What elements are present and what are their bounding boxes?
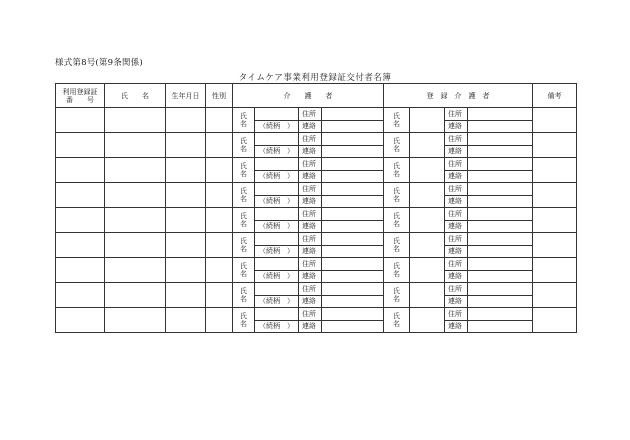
guardian-address-cell[interactable] <box>322 133 384 146</box>
caregiver-contact-label: 連絡 <box>445 245 468 258</box>
guardian-address-cell[interactable] <box>322 108 384 121</box>
guardian-name-label <box>233 183 255 208</box>
name-cell[interactable] <box>105 133 166 158</box>
caregiver-name-label <box>384 258 410 283</box>
guardian-contact-label: 連絡 <box>299 270 322 283</box>
caregiver-name-cell[interactable] <box>410 283 445 308</box>
caregiver-name-char1: 氏 <box>393 312 400 320</box>
caregiver-address-label: 住所 <box>445 258 468 271</box>
guardian-name-char1: 氏 <box>240 312 247 320</box>
caregiver-name-cell[interactable] <box>410 208 445 233</box>
name-cell[interactable] <box>105 108 166 133</box>
caregiver-address-cell[interactable] <box>468 283 533 296</box>
caregiver-address-label: 住所 <box>445 133 468 146</box>
col-header-birthdate: 生年月日 <box>166 84 206 108</box>
guardian-name-cell[interactable] <box>255 133 299 146</box>
guardian-name-char1: 氏 <box>240 262 247 270</box>
guardian-contact-label: 連絡 <box>299 245 322 258</box>
guardian-address-cell[interactable] <box>322 283 384 296</box>
guardian-contact-cell[interactable] <box>322 145 384 158</box>
guardian-contact-cell[interactable] <box>322 320 384 333</box>
name-cell[interactable] <box>105 283 166 308</box>
guardian-name-cell[interactable] <box>255 283 299 296</box>
caregiver-address-cell[interactable] <box>468 158 533 171</box>
guardian-contact-label: 連絡 <box>299 145 322 158</box>
guardian-address-label: 住所 <box>299 133 322 146</box>
caregiver-address-label: 住所 <box>445 158 468 171</box>
caregiver-contact-cell[interactable] <box>468 145 533 158</box>
guardian-name-char2: 名 <box>240 195 247 203</box>
guardian-name-char1: 氏 <box>240 162 247 170</box>
caregiver-name-cell[interactable] <box>410 183 445 208</box>
guardian-name-char2: 名 <box>240 220 247 228</box>
guardian-address-cell[interactable] <box>322 233 384 246</box>
col-header-guardian: 介 護 者 <box>233 84 384 108</box>
caregiver-name-label <box>384 133 410 158</box>
reg-number-cell[interactable] <box>56 108 105 133</box>
caregiver-address-cell[interactable] <box>468 258 533 271</box>
guardian-name-char2: 名 <box>240 295 247 303</box>
guardian-name-label <box>233 258 255 283</box>
remarks-cell[interactable] <box>533 258 577 283</box>
caregiver-name-char2: 名 <box>393 245 400 253</box>
name-cell[interactable] <box>105 258 166 283</box>
guardian-name-char1: 氏 <box>240 137 247 145</box>
caregiver-name-label <box>384 108 410 133</box>
caregiver-address-cell[interactable] <box>468 308 533 321</box>
caregiver-contact-cell[interactable] <box>468 120 533 133</box>
birthdate-cell[interactable] <box>166 133 206 158</box>
guardian-name-label <box>233 108 255 133</box>
guardian-contact-label: 連絡 <box>299 220 322 233</box>
gender-cell[interactable] <box>206 233 233 258</box>
table-row <box>56 283 577 296</box>
guardian-contact-label: 連絡 <box>299 120 322 133</box>
caregiver-name-cell[interactable] <box>410 108 445 133</box>
guardian-contact-cell[interactable] <box>322 170 384 183</box>
caregiver-name-char1: 氏 <box>393 187 400 195</box>
table-row <box>56 308 577 321</box>
caregiver-contact-cell[interactable] <box>468 195 533 208</box>
birthdate-cell[interactable] <box>166 308 206 333</box>
table-row <box>56 258 577 271</box>
caregiver-contact-label: 連絡 <box>445 270 468 283</box>
guardian-name-char1: 氏 <box>240 237 247 245</box>
caregiver-name-char1: 氏 <box>393 137 400 145</box>
caregiver-contact-label: 連絡 <box>445 145 468 158</box>
caregiver-contact-cell[interactable] <box>468 170 533 183</box>
guardian-name-char2: 名 <box>240 145 247 153</box>
birthdate-cell[interactable] <box>166 233 206 258</box>
guardian-relation-label: （続柄 ） <box>255 220 299 233</box>
guardian-address-cell[interactable] <box>322 258 384 271</box>
table-row <box>56 158 577 171</box>
guardian-name-char2: 名 <box>240 245 247 253</box>
birthdate-cell[interactable] <box>166 183 206 208</box>
gender-cell[interactable] <box>206 208 233 233</box>
col-header-remarks: 備考 <box>533 84 577 108</box>
gender-cell[interactable] <box>206 133 233 158</box>
gender-cell[interactable] <box>206 258 233 283</box>
caregiver-address-cell[interactable] <box>468 208 533 221</box>
guardian-name-cell[interactable] <box>255 183 299 196</box>
caregiver-name-char2: 名 <box>393 120 400 128</box>
reg-number-cell[interactable] <box>56 283 105 308</box>
guardian-address-label: 住所 <box>299 183 322 196</box>
caregiver-name-cell[interactable] <box>410 233 445 258</box>
name-cell[interactable] <box>105 308 166 333</box>
caregiver-name-label <box>384 208 410 233</box>
guardian-name-cell[interactable] <box>255 208 299 221</box>
birthdate-cell[interactable] <box>166 283 206 308</box>
guardian-name-char1: 氏 <box>240 112 247 120</box>
caregiver-contact-cell[interactable] <box>468 320 533 333</box>
caregiver-address-label: 住所 <box>445 208 468 221</box>
caregiver-name-char2: 名 <box>393 195 400 203</box>
guardian-relation-label: （続柄 ） <box>255 320 299 333</box>
guardian-address-label: 住所 <box>299 258 322 271</box>
guardian-name-label <box>233 308 255 333</box>
table-row <box>56 233 577 246</box>
col-header-name: 氏 名 <box>105 84 166 108</box>
gender-cell[interactable] <box>206 108 233 133</box>
caregiver-contact-label: 連絡 <box>445 195 468 208</box>
guardian-contact-cell[interactable] <box>322 270 384 283</box>
remarks-cell[interactable] <box>533 208 577 233</box>
guardian-relation-label: （続柄 ） <box>255 295 299 308</box>
caregiver-name-char2: 名 <box>393 145 400 153</box>
guardian-name-char1: 氏 <box>240 287 247 295</box>
gender-cell[interactable] <box>206 183 233 208</box>
birthdate-cell[interactable] <box>166 108 206 133</box>
guardian-relation-label: （続柄 ） <box>255 245 299 258</box>
guardian-relation-label: （続柄 ） <box>255 270 299 283</box>
guardian-address-cell[interactable] <box>322 183 384 196</box>
remarks-cell[interactable] <box>533 133 577 158</box>
caregiver-name-cell[interactable] <box>410 133 445 158</box>
guardian-name-char1: 氏 <box>240 212 247 220</box>
guardian-contact-label: 連絡 <box>299 295 322 308</box>
guardian-contact-label: 連絡 <box>299 170 322 183</box>
guardian-name-char1: 氏 <box>240 187 247 195</box>
table-row <box>56 208 577 221</box>
reg-number-cell[interactable] <box>56 308 105 333</box>
form-number-label: 様式第8号(第9条関係) <box>55 58 143 68</box>
guardian-address-label: 住所 <box>299 233 322 246</box>
gender-cell[interactable] <box>206 308 233 333</box>
gender-cell[interactable] <box>206 283 233 308</box>
reg-number-cell[interactable] <box>56 208 105 233</box>
guardian-relation-label: （続柄 ） <box>255 195 299 208</box>
caregiver-address-label: 住所 <box>445 283 468 296</box>
guardian-name-char2: 名 <box>240 270 247 278</box>
caregiver-address-label: 住所 <box>445 308 468 321</box>
name-cell[interactable] <box>105 158 166 183</box>
table-row <box>56 133 577 146</box>
name-cell[interactable] <box>105 183 166 208</box>
remarks-cell[interactable] <box>533 283 577 308</box>
caregiver-name-char2: 名 <box>393 270 400 278</box>
guardian-name-cell[interactable] <box>255 108 299 121</box>
birthdate-cell[interactable] <box>166 208 206 233</box>
caregiver-contact-cell[interactable] <box>468 270 533 283</box>
guardian-name-label <box>233 133 255 158</box>
caregiver-address-label: 住所 <box>445 183 468 196</box>
guardian-contact-cell[interactable] <box>322 245 384 258</box>
remarks-cell[interactable] <box>533 108 577 133</box>
guardian-contact-cell[interactable] <box>322 220 384 233</box>
remarks-cell[interactable] <box>533 308 577 333</box>
caregiver-name-char1: 氏 <box>393 162 400 170</box>
caregiver-name-char2: 名 <box>393 320 400 328</box>
guardian-contact-cell[interactable] <box>322 120 384 133</box>
guardian-address-cell[interactable] <box>322 208 384 221</box>
guardian-contact-label: 連絡 <box>299 320 322 333</box>
caregiver-contact-cell[interactable] <box>468 220 533 233</box>
guardian-contact-label: 連絡 <box>299 195 322 208</box>
col-header-gender: 性別 <box>206 84 233 108</box>
reg-number-cell[interactable] <box>56 258 105 283</box>
caregiver-name-label <box>384 233 410 258</box>
reg-number-cell[interactable] <box>56 158 105 183</box>
guardian-relation-label: （続柄 ） <box>255 120 299 133</box>
reg-number-cell[interactable] <box>56 183 105 208</box>
caregiver-name-label <box>384 158 410 183</box>
col-header-reg-number <box>56 84 105 108</box>
caregiver-contact-label: 連絡 <box>445 170 468 183</box>
guardian-address-label: 住所 <box>299 108 322 121</box>
caregiver-name-char1: 氏 <box>393 112 400 120</box>
guardian-name-label <box>233 208 255 233</box>
caregiver-contact-label: 連絡 <box>445 120 468 133</box>
birthdate-cell[interactable] <box>166 258 206 283</box>
guardian-address-cell[interactable] <box>322 308 384 321</box>
caregiver-address-cell[interactable] <box>468 108 533 121</box>
remarks-cell[interactable] <box>533 158 577 183</box>
caregiver-contact-label: 連絡 <box>445 295 468 308</box>
birthdate-cell[interactable] <box>166 158 206 183</box>
name-cell[interactable] <box>105 233 166 258</box>
col-header-reg-number-line1: 利用登録証 <box>62 87 98 96</box>
guardian-address-label: 住所 <box>299 158 322 171</box>
guardian-address-label: 住所 <box>299 283 322 296</box>
guardian-name-label <box>233 158 255 183</box>
reg-number-cell[interactable] <box>56 133 105 158</box>
caregiver-name-char1: 氏 <box>393 237 400 245</box>
caregiver-name-char2: 名 <box>393 170 400 178</box>
guardian-contact-cell[interactable] <box>322 295 384 308</box>
guardian-name-label <box>233 233 255 258</box>
gender-cell[interactable] <box>206 158 233 183</box>
guardian-address-cell[interactable] <box>322 158 384 171</box>
guardian-address-label: 住所 <box>299 208 322 221</box>
caregiver-name-label <box>384 283 410 308</box>
caregiver-name-label <box>384 308 410 333</box>
guardian-name-label <box>233 283 255 308</box>
register-table <box>55 83 577 333</box>
caregiver-name-char2: 名 <box>393 295 400 303</box>
caregiver-name-cell[interactable] <box>410 158 445 183</box>
guardian-relation-label: （続柄 ） <box>255 145 299 158</box>
guardian-name-cell[interactable] <box>255 258 299 271</box>
header-row <box>56 84 577 108</box>
guardian-address-label: 住所 <box>299 308 322 321</box>
caregiver-address-cell[interactable] <box>468 233 533 246</box>
col-header-reg-number-line2: 番 号 <box>66 95 94 104</box>
guardian-relation-label: （続柄 ） <box>255 170 299 183</box>
name-cell[interactable] <box>105 208 166 233</box>
caregiver-name-char1: 氏 <box>393 262 400 270</box>
remarks-cell[interactable] <box>533 183 577 208</box>
caregiver-address-cell[interactable] <box>468 183 533 196</box>
caregiver-contact-cell[interactable] <box>468 295 533 308</box>
guardian-contact-cell[interactable] <box>322 195 384 208</box>
caregiver-name-label <box>384 183 410 208</box>
caregiver-name-char2: 名 <box>393 220 400 228</box>
caregiver-name-cell[interactable] <box>410 308 445 333</box>
guardian-name-char2: 名 <box>240 320 247 328</box>
col-header-registered-caregiver: 登 録 介 護 者 <box>384 84 533 108</box>
caregiver-address-cell[interactable] <box>468 133 533 146</box>
table-row <box>56 108 577 121</box>
caregiver-address-label: 住所 <box>445 108 468 121</box>
document-title: タイムケア事業利用登録証交付者名簿 <box>238 73 392 83</box>
caregiver-name-char1: 氏 <box>393 287 400 295</box>
caregiver-address-label: 住所 <box>445 233 468 246</box>
caregiver-contact-label: 連絡 <box>445 320 468 333</box>
caregiver-contact-cell[interactable] <box>468 245 533 258</box>
caregiver-contact-label: 連絡 <box>445 220 468 233</box>
caregiver-name-cell[interactable] <box>410 258 445 283</box>
table-row <box>56 183 577 196</box>
guardian-name-char2: 名 <box>240 120 247 128</box>
guardian-name-cell[interactable] <box>255 308 299 321</box>
caregiver-name-char1: 氏 <box>393 212 400 220</box>
guardian-name-cell[interactable] <box>255 233 299 246</box>
remarks-cell[interactable] <box>533 233 577 258</box>
reg-number-cell[interactable] <box>56 233 105 258</box>
guardian-name-cell[interactable] <box>255 158 299 171</box>
guardian-name-char2: 名 <box>240 170 247 178</box>
